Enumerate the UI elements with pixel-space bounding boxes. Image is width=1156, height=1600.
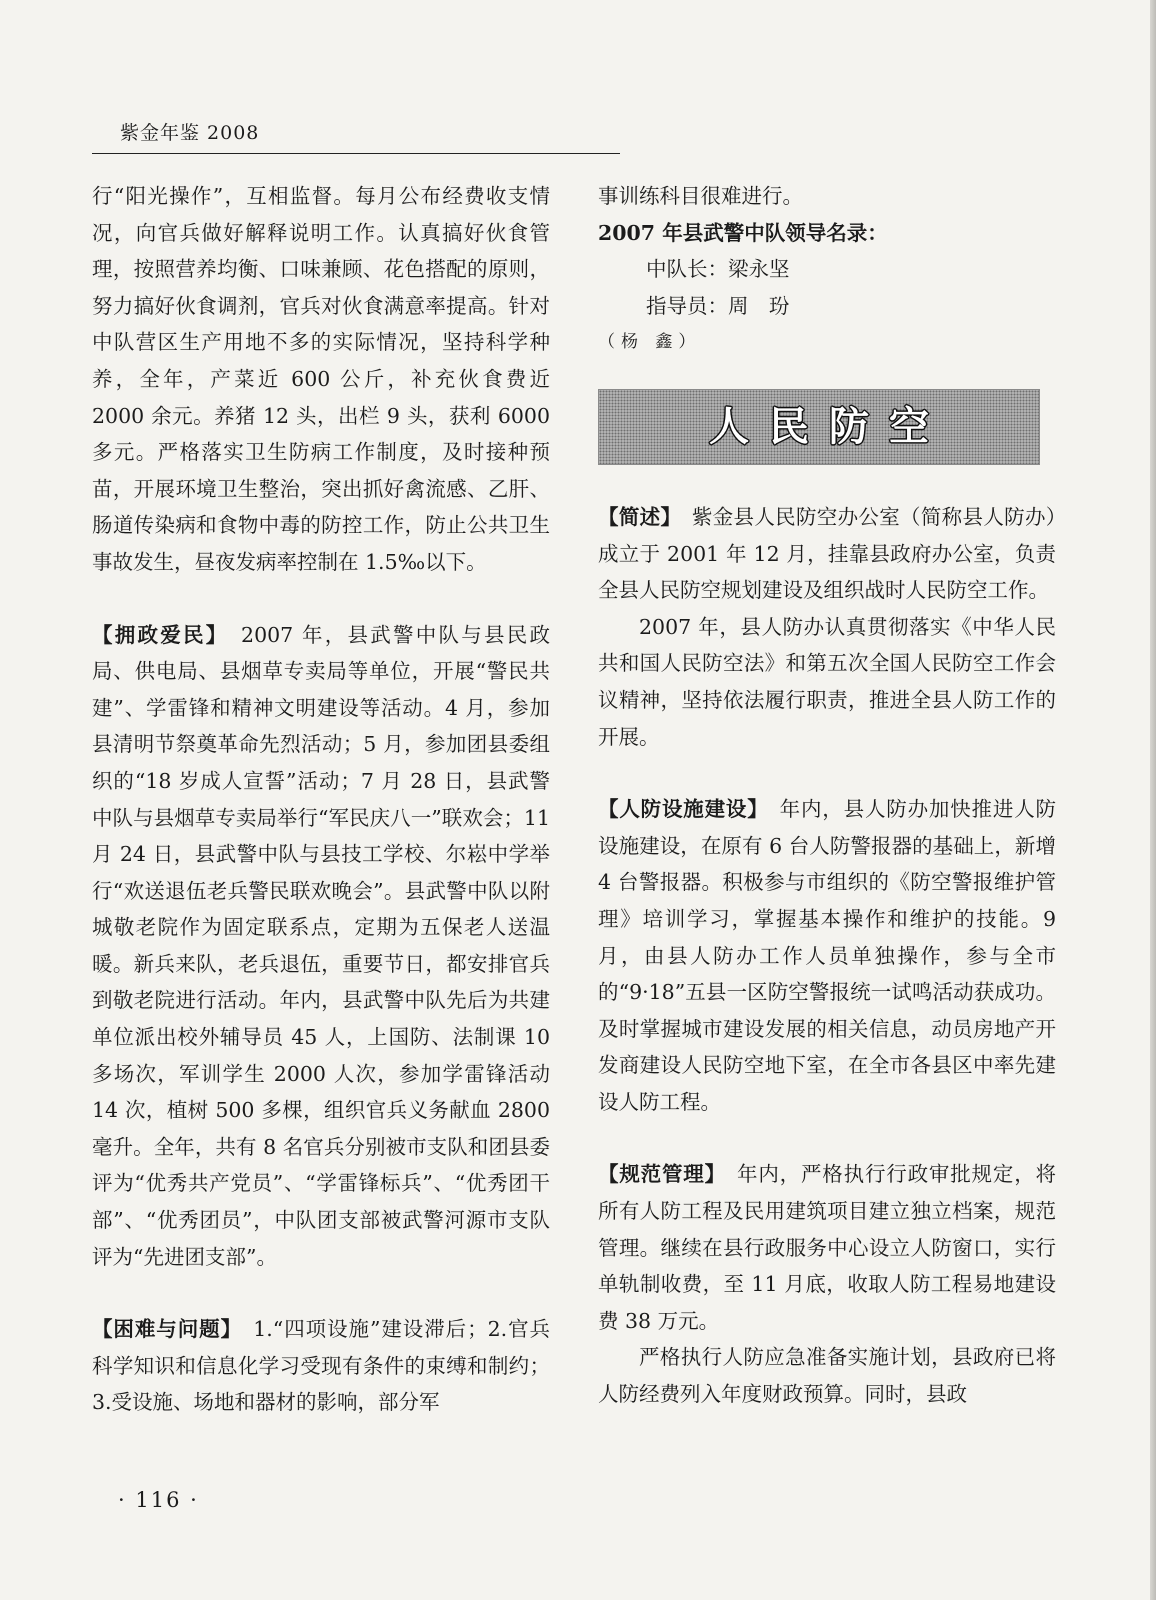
section-heading: 【困难与问题】 <box>92 1317 232 1342</box>
paragraph: 严格执行人防应急准备实施计划，县政府已将人防经费列入年度财政预算。同时，县政 <box>598 1345 1056 1407</box>
chapter-banner <box>598 389 1040 465</box>
section-body: 2007 年，县武警中队与县民政局、供电局、县烟草专卖局等单位，开展“警民共建”、学雷锋和精神文明建设等活动。4 月，参加县清明节祭奠革命先烈活动；5 月，参加团县委组织的“18 岁成人宣誓”活动；7 月 28 日，县武警中队与县烟草专卖局举行“军民庆八一”联欢会；11 月 24 日，县武警中队与县技工学校、尔崧中学举行“欢送退伍老兵警民联欢晚会”。县武警中队以附城敬老院作为固定联系点，定期为五保老人送温暖。新兵来队，老兵退伍，重要节日，都安排官兵到敬老院进行活动。年内，县武警中队先后为共建单位派出校外辅导员 45 人，上国防、法制课 10 多场次，军训学生 2000 人次，参加学雷锋活动 14 次，植树 500 多棵，组织官兵义务献血 2800 毫升。全年，共有 8 名官兵分别被市支队和团县委评为“优秀共产党员”、“学雷锋标兵”、“优秀团干部”、“优秀团员”，中队团支部被武警河源市支队评为“先进团支部”。 <box>92 622 551 1269</box>
left-column <box>92 178 550 1421</box>
header-rule <box>92 153 620 154</box>
section-overview <box>598 499 1056 609</box>
page-number: · 116 · <box>118 1488 199 1512</box>
section-body: 年内，县人防办加快推进人防设施建设，在原有 6 台人防警报器的基础上，新增 4 台警报器。积极参与市组织的《防空警报维护管理》培训学习，掌握基本操作和维护的技能。9 月，由县人防办工作人员单独操作，参与全市的“9·18”五县一区防空警报统一试鸣活动获成功。及时掌握城市建设发展的相关信息，动员房地产开发商建设人民防空地下室，在全市各县区中率先建设人防工程。 <box>598 797 1057 1114</box>
section-body: 紫金县人民防空办公室（简称县人防办）成立于 2001 年 12 月，挂靠县政府办公室，负责全县人民防空规划建设及组织战时人民防空工作。 <box>598 504 1057 603</box>
section-management <box>598 1156 1056 1339</box>
paragraph: 2007 年，县人防办认真贯彻落实《中华人民共和国人民防空法》和第五次全国人民防空工作会议精神，坚持依法履行职责，推进全县人防工作的开展。 <box>598 614 1056 749</box>
section-body: 年内，严格执行行政审批规定，将所有人防工程及民用建筑项目建立独立档案，规范管理。继续在县行政服务中心设立人防窗口，实行单轨制收费，至 11 月底，收取人防工程易地建设费 38 万元。 <box>598 1162 1057 1333</box>
running-head-title: 紫金年鉴 2008 <box>120 122 260 144</box>
section-body: 1.“四项设施”建设滞后；2.官兵科学知识和信息化学习受现有条件的束缚和制约；3.受设施、场地和器材的影响，部分军 <box>92 1317 551 1415</box>
section-yongzheng-aimin <box>92 617 550 1276</box>
author-credit: （杨 鑫） <box>598 332 702 353</box>
section-facilities <box>598 791 1056 1120</box>
section-heading: 【简述】 <box>598 504 672 529</box>
chapter-title: 人民防空 <box>709 403 949 450</box>
section-heading: 【拥政爱民】 <box>92 622 219 647</box>
paragraph-continued: 事训练科目很难进行。 <box>598 184 803 208</box>
section-heading: 【规范管理】 <box>598 1162 716 1187</box>
scan-edge <box>1150 0 1156 1600</box>
right-column <box>598 178 1056 1413</box>
section-difficulties <box>92 1311 550 1421</box>
section-heading: 【人防设施建设】 <box>598 797 759 822</box>
roster-captain: 中队长：梁永坚 <box>646 257 790 282</box>
roster-instructor: 指导员：周 玢 <box>646 293 790 318</box>
roster-title: 2007 年县武警中队领导名录： <box>598 220 888 245</box>
paragraph-continued: 行“阳光操作”，互相监督。每月公布经费收支情况，向官兵做好解释说明工作。认真搞好伙食管理，按照营养均衡、口味兼顾、花色搭配的原则，努力搞好伙食调剂，官兵对伙食满意率提高。针对中队营区生产用地不多的实际情况，坚持科学种养，全年，产菜近 600 公斤，补充伙食费近 2000 余元。养猪 12 头，出栏 9 头，获利 6000 多元。严格落实卫生防病工作制度，及时接种预苗，开展环境卫生整治，突出抓好禽流感、乙肝、肠道传染病和食物中毒的防控工作，防止公共卫生事故发生，昼夜发病率控制在 1.5‰以下。 <box>92 184 550 574</box>
